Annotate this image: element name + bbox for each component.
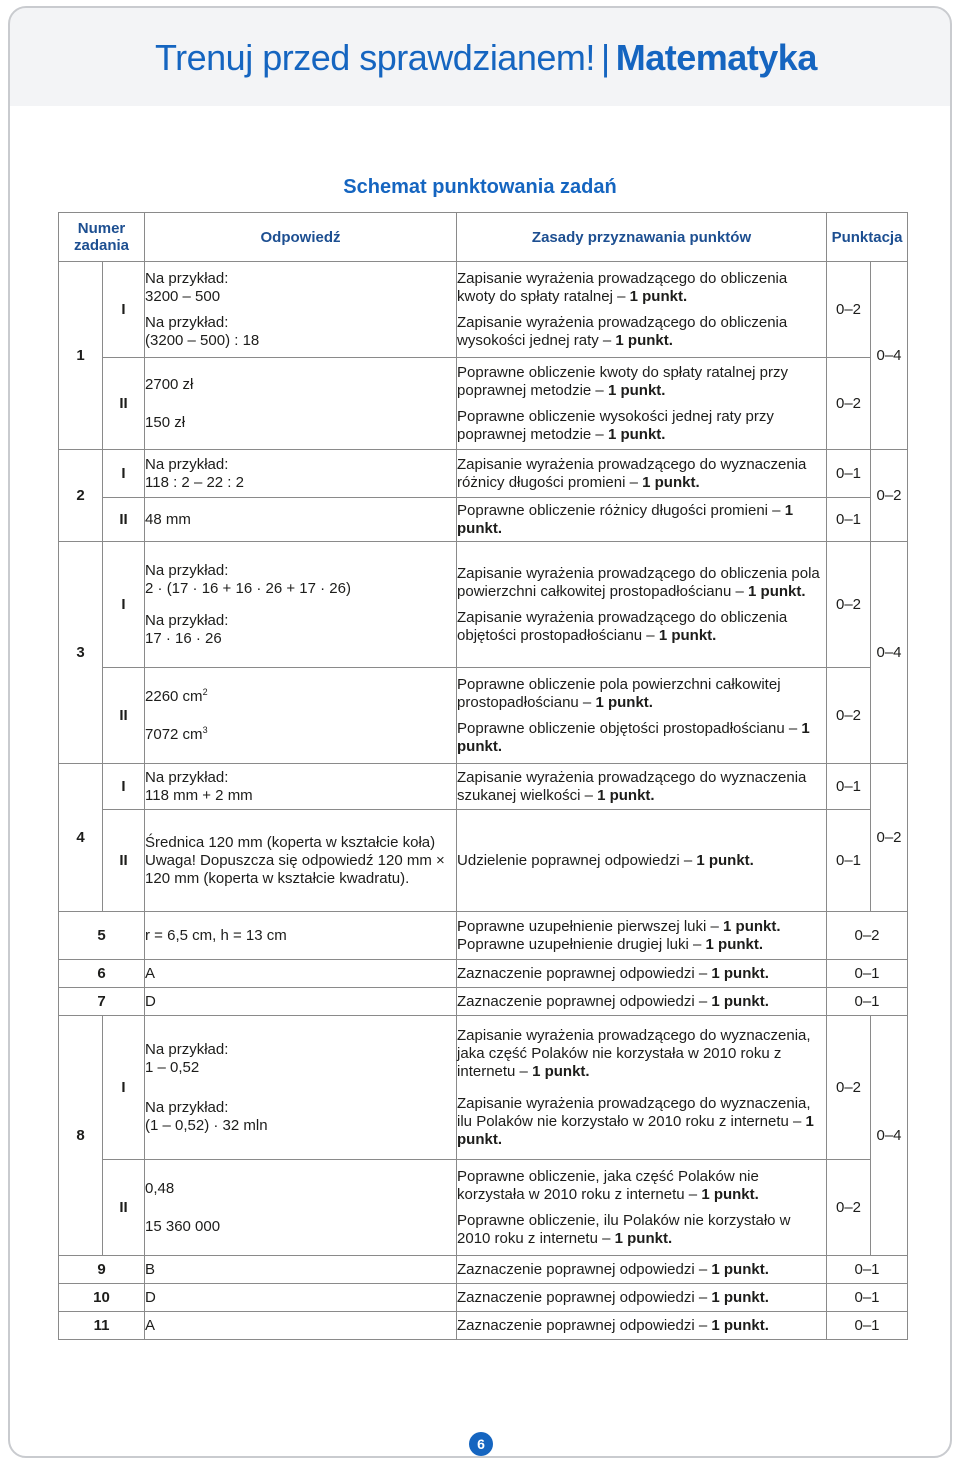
task-part: II	[103, 668, 145, 764]
answer-cell	[145, 1160, 457, 1256]
answer-text: (1 – 0,52) · 32 mln	[145, 1116, 268, 1134]
note-text: Uwaga! Dopuszcza się odpowiedź 120 mm × 120 mm (koperta w kształcie kwadratu).	[145, 851, 445, 887]
part-points: 0–2	[827, 542, 871, 668]
rule-text: Zapisanie wyrażenia prowadzącego do wyznaczenia szukanej wielkości –	[457, 768, 807, 804]
task-number: 1	[59, 262, 103, 450]
table-row	[59, 498, 908, 542]
point-value: 1 punkt.	[595, 693, 653, 711]
scoring-table	[58, 212, 908, 1340]
rule-text: Zapisanie wyrażenia prowadzącego do obliczenia wysokości jednej raty –	[457, 313, 788, 349]
point-value: 1 punkt.	[658, 626, 717, 644]
rule-cell	[457, 960, 827, 988]
answer-text: 3200 – 500	[145, 287, 221, 305]
rule-text: Poprawne uzupełnienie pierwszej luki –	[457, 917, 719, 935]
task-number: 7	[59, 988, 145, 1016]
task-number: 11	[59, 1312, 145, 1340]
task-points: 0–1	[827, 1312, 908, 1340]
rule-text: Zaznaczenie poprawnej odpowiedzi –	[457, 964, 708, 982]
task-part: I	[103, 542, 145, 668]
example-label: Na przykład:	[145, 561, 229, 579]
table-row	[59, 542, 908, 668]
header-title: Trenuj przed sprawdzianem!	[155, 37, 595, 78]
table-row	[59, 810, 908, 912]
table-row	[59, 450, 908, 498]
rule-cell	[457, 988, 827, 1016]
point-value: 1 punkt.	[607, 381, 666, 399]
point-value: 1 punkt.	[642, 473, 700, 491]
answer-text: Średnica 120 mm (koperta w kształcie koła)	[145, 833, 436, 851]
rule-cell	[457, 912, 827, 960]
task-total-points: 0–4	[871, 1016, 908, 1256]
part-points: 0–1	[827, 498, 871, 542]
example-label: Na przykład:	[145, 269, 229, 287]
table-row	[59, 1284, 908, 1312]
answer-text: 15 360 000	[145, 1217, 221, 1235]
example-label: Na przykład:	[145, 768, 229, 786]
rule-cell	[457, 1016, 827, 1160]
answer-text: 150 zł	[145, 413, 186, 431]
table-row	[59, 1256, 908, 1284]
rule-cell	[457, 1160, 827, 1256]
rule-text: Zapisanie wyrażenia prowadzącego do obliczenia objętości prostopadłościanu –	[457, 608, 788, 644]
rule-cell	[457, 498, 827, 542]
rule-text: Zapisanie wyrażenia prowadzącego do wyznaczenia, ilu Polaków nie korzystało w 2010 roku z internetu –	[457, 1094, 811, 1130]
task-part: I	[103, 1016, 145, 1160]
task-number: 3	[59, 542, 103, 764]
point-value: 1 punkt.	[711, 1260, 769, 1278]
table-row	[59, 764, 908, 810]
rule-cell	[457, 450, 827, 498]
task-points: 0–1	[827, 1256, 908, 1284]
col-header-answer: Odpowiedź	[145, 213, 457, 262]
rule-cell	[457, 1284, 827, 1312]
answer-text: 7072 cm	[145, 725, 203, 743]
task-part: I	[103, 764, 145, 810]
answer-cell	[145, 1016, 457, 1160]
point-value: 1 punkt.	[705, 935, 764, 953]
rule-cell	[457, 262, 827, 358]
example-label: Na przykład:	[145, 455, 229, 473]
col-header-rules: Zasady przyznawania punktów	[457, 213, 827, 262]
rule-text: Zapisanie wyrażenia prowadzącego do wyznaczenia, jaka część Polaków nie korzystała w 2010 roku z internetu –	[457, 1026, 811, 1080]
part-points: 0–2	[827, 262, 871, 358]
rule-text: Poprawne obliczenie kwoty do spłaty ratalnej przy poprawnej metodzie –	[457, 363, 789, 399]
exponent: 2	[202, 686, 208, 697]
rule-cell	[457, 1256, 827, 1284]
part-points: 0–2	[827, 358, 871, 450]
rule-text: Udzielenie poprawnej odpowiedzi –	[457, 851, 693, 869]
rule-text: Zapisanie wyrażenia prowadzącego do obliczenia kwoty do spłaty ratalnej –	[457, 269, 788, 305]
point-value: 1 punkt.	[457, 719, 810, 755]
rule-text: Zaznaczenie poprawnej odpowiedzi –	[457, 1316, 708, 1334]
answer-text: 1 – 0,52	[145, 1058, 200, 1076]
rule-cell	[457, 810, 827, 912]
task-part: II	[103, 358, 145, 450]
table-row	[59, 1312, 908, 1340]
task-total-points: 0–2	[871, 764, 908, 912]
example-label: Na przykład:	[145, 1040, 229, 1058]
task-number: 4	[59, 764, 103, 912]
task-number: 5	[59, 912, 145, 960]
rule-text: Zaznaczenie poprawnej odpowiedzi –	[457, 1288, 708, 1306]
answer-cell: B	[145, 1256, 457, 1284]
table-row	[59, 1016, 908, 1160]
page-number: 6	[469, 1432, 493, 1456]
example-label: Na przykład:	[145, 313, 229, 331]
part-points: 0–1	[827, 450, 871, 498]
schema-title: Schemat punktowania zadań	[343, 176, 617, 198]
task-part: II	[103, 498, 145, 542]
task-number: 8	[59, 1016, 103, 1256]
table-row	[59, 960, 908, 988]
example-label: Na przykład:	[145, 611, 229, 629]
answer-cell: D	[145, 1284, 457, 1312]
part-points: 0–1	[827, 810, 871, 912]
point-value: 1 punkt.	[597, 786, 655, 804]
point-value: 1 punkt.	[696, 851, 754, 869]
task-points: 0–1	[827, 960, 908, 988]
point-value: 1 punkt.	[457, 501, 794, 537]
point-value: 1 punkt.	[711, 1316, 769, 1334]
point-value: 1 punkt.	[532, 1062, 590, 1080]
answer-cell: A	[145, 960, 457, 988]
point-value: 1 punkt.	[711, 964, 769, 982]
answer-cell	[145, 358, 457, 450]
answer-text: 2 · (17 · 16 + 16 · 26 + 17 · 26)	[145, 579, 351, 597]
rule-cell	[457, 358, 827, 450]
answer-cell: A	[145, 1312, 457, 1340]
task-points: 0–1	[827, 1284, 908, 1312]
rule-cell	[457, 668, 827, 764]
table-row	[59, 668, 908, 764]
rule-text: Poprawne obliczenie różnicy długości promieni –	[457, 501, 781, 519]
table-row	[59, 358, 908, 450]
rule-text: Poprawne obliczenie wysokości jednej raty przy poprawnej metodzie –	[457, 407, 774, 443]
rule-text: Poprawne obliczenie, ilu Polaków nie korzystało w 2010 roku z internetu –	[457, 1211, 791, 1247]
table-row	[59, 262, 908, 358]
answer-text: 0,48	[145, 1179, 175, 1197]
answer-cell	[145, 450, 457, 498]
answer-cell: D	[145, 988, 457, 1016]
part-points: 0–1	[827, 764, 871, 810]
answer-cell	[145, 764, 457, 810]
task-number: 2	[59, 450, 103, 542]
point-value: 1 punkt.	[723, 917, 781, 935]
point-value: 1 punkt.	[607, 425, 666, 443]
col-header-points: Punktacja	[827, 213, 908, 262]
rule-text: Zapisanie wyrażenia prowadzącego do wyznaczenia różnicy długości promieni –	[457, 455, 807, 491]
point-value: 1 punkt.	[748, 582, 806, 600]
task-total-points: 0–4	[871, 542, 908, 764]
answer-cell	[145, 668, 457, 764]
answer-cell	[145, 262, 457, 358]
example-label: Na przykład:	[145, 1098, 229, 1116]
task-part: I	[103, 450, 145, 498]
point-value: 1 punkt.	[457, 1112, 814, 1148]
header-subject: Matematyka	[615, 37, 817, 78]
task-number: 6	[59, 960, 145, 988]
task-points: 0–1	[827, 988, 908, 1016]
answer-cell	[145, 542, 457, 668]
header-separator: |	[600, 37, 610, 78]
rule-text: Zaznaczenie poprawnej odpowiedzi –	[457, 1260, 708, 1278]
answer-text: 2260 cm	[145, 687, 203, 705]
task-number: 10	[59, 1284, 145, 1312]
point-value: 1 punkt.	[615, 331, 673, 349]
part-points: 0–2	[827, 1160, 871, 1256]
page-header	[155, 37, 817, 79]
task-total-points: 0–2	[871, 450, 908, 542]
part-points: 0–2	[827, 1016, 871, 1160]
table-row	[59, 988, 908, 1016]
point-value: 1 punkt.	[711, 992, 769, 1010]
task-part: II	[103, 1160, 145, 1256]
answer-text: (3200 – 500) : 18	[145, 331, 260, 349]
answer-text: 118 mm + 2 mm	[145, 786, 253, 804]
answer-cell	[145, 810, 457, 912]
answer-text: 2700 zł	[145, 375, 194, 393]
rule-text: Poprawne obliczenie pola powierzchni całkowitej prostopadłościanu –	[457, 675, 781, 711]
answer-text: 118 : 2 – 22 : 2	[145, 473, 244, 491]
task-total-points: 0–4	[871, 262, 908, 450]
answer-cell: r = 6,5 cm, h = 13 cm	[145, 912, 457, 960]
col-header-task-number: Numer zadania	[59, 213, 145, 262]
answer-cell: 48 mm	[145, 498, 457, 542]
table-row	[59, 912, 908, 960]
answer-text: 17 · 16 · 26	[145, 629, 222, 647]
part-points: 0–2	[827, 668, 871, 764]
rule-text: Poprawne uzupełnienie drugiej luki –	[457, 935, 702, 953]
rule-text: Poprawne obliczenie, jaka część Polaków nie korzystała w 2010 roku z internetu –	[457, 1167, 759, 1203]
task-part: II	[103, 810, 145, 912]
point-value: 1 punkt.	[614, 1229, 673, 1247]
point-value: 1 punkt.	[701, 1185, 759, 1203]
task-number: 9	[59, 1256, 145, 1284]
table-row	[59, 1160, 908, 1256]
rule-cell	[457, 764, 827, 810]
table-header-row	[59, 213, 908, 262]
point-value: 1 punkt.	[711, 1288, 769, 1306]
rule-text: Zaznaczenie poprawnej odpowiedzi –	[457, 992, 708, 1010]
task-points: 0–2	[827, 912, 908, 960]
rule-cell	[457, 1312, 827, 1340]
task-part: I	[103, 262, 145, 358]
rule-cell	[457, 542, 827, 668]
rule-text: Poprawne obliczenie objętości prostopadłościanu –	[457, 719, 798, 737]
exponent: 3	[202, 724, 208, 735]
point-value: 1 punkt.	[629, 287, 688, 305]
rule-text: Zapisanie wyrażenia prowadzącego do obliczenia pola powierzchni całkowitej prostopadłościanu –	[457, 564, 820, 600]
